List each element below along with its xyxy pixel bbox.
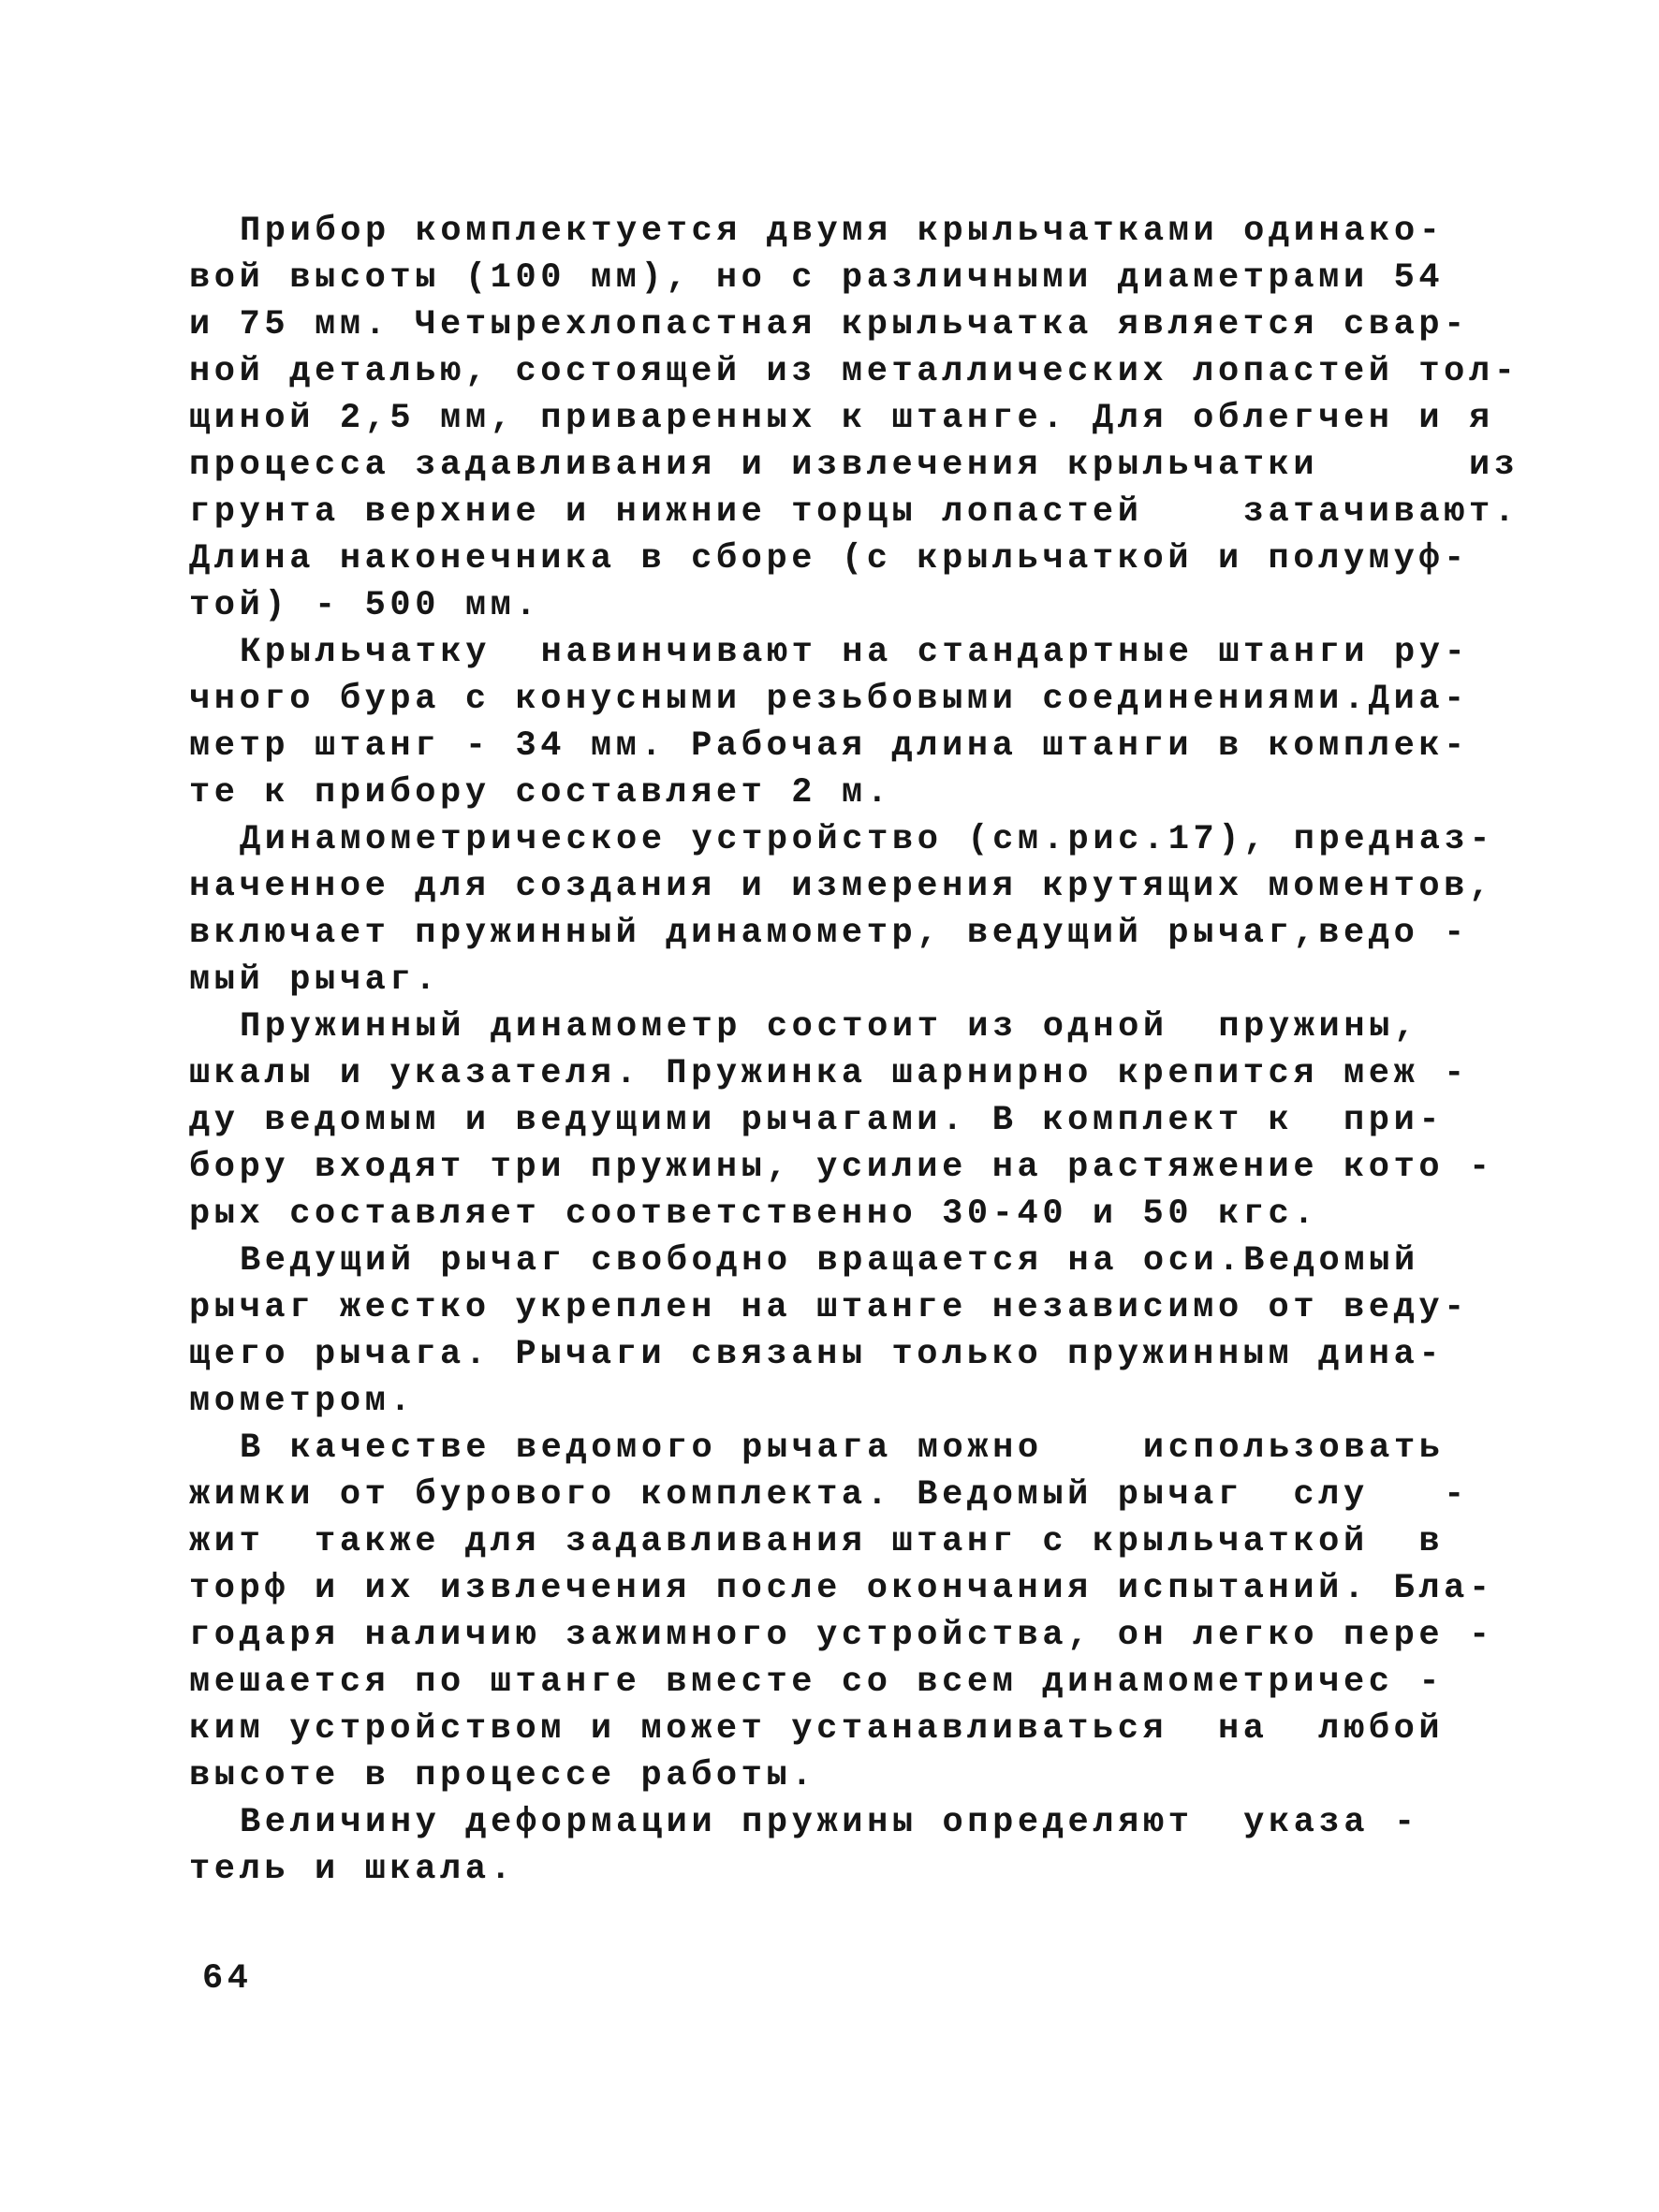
text-line: вой высоты (100 мм), но с различными диаметрами 54 [189, 258, 1445, 298]
text-line: жит также для задавливания штанг с крыльчаткой в [189, 1522, 1445, 1561]
text-line: Крыльчатку навинчивают на стандартные штанги ру- [240, 633, 1470, 672]
text-line: и 75 мм. Четырехлопастная крыльчатка является свар- [189, 305, 1469, 344]
text-line: В качестве ведомого рычага можно использовать [240, 1428, 1445, 1468]
text-line: Величину деформации пружины определяют указа - [240, 1803, 1419, 1842]
text-line: бору входят три пружины, усилие на растяжение кото - [189, 1148, 1494, 1187]
paragraph [189, 1799, 1565, 1893]
text-line: Прибор комплектуется двумя крыльчатками одинако- [240, 212, 1445, 251]
paragraph [189, 816, 1565, 1003]
text-line: грунта верхние и нижние торцы лопастей затачивают. [189, 492, 1520, 532]
text-line: включает пружинный динамометр, ведущий рычаг,ведо - [189, 914, 1469, 953]
paragraph [189, 1425, 1565, 1799]
text-line: тель и шкала. [189, 1850, 516, 1889]
text-line: ду ведомым и ведущими рычагами. В комплект к при- [189, 1101, 1445, 1140]
text-line: той) - 500 мм. [189, 586, 541, 625]
text-line: рычаг жестко укреплен на штанге независимо от веду- [189, 1288, 1469, 1327]
text-line: жимки от бурового комплекта. Ведомый рычаг слу - [189, 1475, 1469, 1515]
text-line: мешается по штанге вместе со всем динамометричес - [189, 1663, 1445, 1702]
text-line: высоте в процессе работы. [189, 1756, 817, 1795]
text-line: шкалы и указателя. Пружинка шарнирно крепится меж - [189, 1054, 1469, 1093]
page-number: 64 [202, 1959, 253, 1999]
text-line: наченное для создания и измерения крутящих моментов, [189, 867, 1494, 906]
text-line: Пружинный динамометр состоит из одной пружины, [240, 1007, 1419, 1047]
text-line: Длина наконечника в сборе (с крыльчаткой и полумуф- [189, 539, 1469, 579]
text-line: процесса задавливания и извлечения крыльчатки из [189, 446, 1520, 485]
text-line: торф и их извлечения после окончания испытаний. Бла- [189, 1569, 1494, 1608]
text-line: ким устройством и может устанавливаться на любой [189, 1709, 1445, 1749]
text-line: ной деталью, состоящей из металлических лопастей тол- [189, 352, 1520, 391]
paragraph [189, 1238, 1565, 1425]
text-line: Динамометрическое устройство (см.рис.17), предназ- [240, 820, 1495, 859]
text-line: мометром. [189, 1382, 416, 1421]
text-line: рых составляет соответственно 30-40 и 50 кгс. [189, 1194, 1319, 1234]
text-line: мый рычаг. [189, 960, 441, 1000]
paragraph [189, 1003, 1565, 1238]
text-line: щиной 2,5 мм, приваренных к штанге. Для облегчен и я [189, 399, 1494, 438]
text-line: Ведущий рычаг свободно вращается на оси.Ведомый [240, 1241, 1419, 1281]
text-line: годаря наличию зажимного устройства, он легко пере - [189, 1616, 1494, 1655]
paragraph [189, 208, 1565, 629]
paragraph [189, 629, 1565, 816]
text-block [189, 208, 1565, 1893]
text-line: те к прибору составляет 2 м. [189, 773, 892, 813]
text-line: щего рычага. Рычаги связаны только пружинным дина- [189, 1335, 1445, 1374]
text-line: метр штанг - 34 мм. Рабочая длина штанги в комплек- [189, 726, 1469, 766]
text-line: чного бура с конусными резьбовыми соединениями.Диа- [189, 680, 1469, 719]
